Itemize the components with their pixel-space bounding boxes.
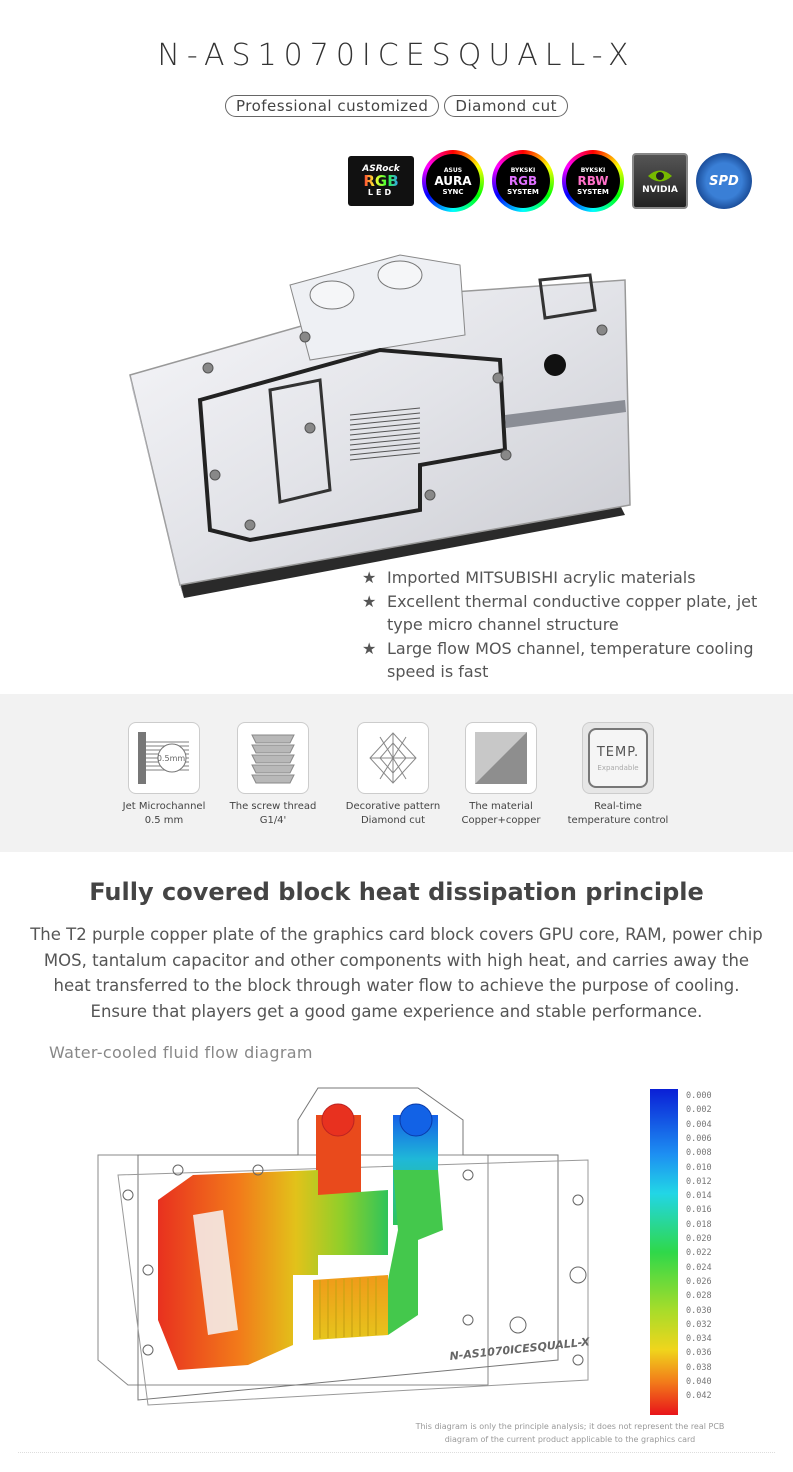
spec-microchannel xyxy=(104,722,224,828)
rgb-text: RGB xyxy=(508,173,538,188)
material-icon xyxy=(465,722,537,794)
system-text: SYSTEM xyxy=(577,187,609,196)
spec-value: temperature control xyxy=(567,815,669,826)
spec-label: The material xyxy=(469,801,533,812)
scale-tick-label: 0.036 xyxy=(686,1348,712,1359)
spd-logo xyxy=(696,153,752,209)
aura-text: AURA xyxy=(434,173,472,188)
scale-tick-label: 0.028 xyxy=(686,1291,712,1302)
tag-professional: Professional customized xyxy=(225,95,439,117)
spec-temperature xyxy=(558,722,678,828)
product-title: N-AS1070ICESQUALL-X xyxy=(157,38,636,73)
temp-icon xyxy=(582,722,654,794)
spec-label: Real-time xyxy=(594,801,642,812)
feature-text: Excellent thermal conductive copper plate, jet type micro channel structure xyxy=(387,592,758,634)
feature-list xyxy=(360,566,780,684)
asus-brand: ASUS xyxy=(443,166,463,174)
spec-label: The screw thread xyxy=(229,801,317,812)
star-icon: ★ xyxy=(362,639,377,658)
system-text: SYSTEM xyxy=(507,187,539,196)
scale-tick-label: 0.012 xyxy=(686,1176,712,1187)
water-block-image xyxy=(120,240,640,610)
asrock-led-text: LED xyxy=(367,188,395,197)
scale-tick-label: 0.022 xyxy=(686,1248,712,1259)
screw-thread-icon xyxy=(237,722,309,794)
scale-tick-label: 0.026 xyxy=(686,1276,712,1287)
spec-value: Copper+copper xyxy=(461,815,541,826)
scale-tick-label: 0.002 xyxy=(686,1105,712,1116)
scale-tick-label: 0.024 xyxy=(686,1262,712,1273)
scale-tick-label: 0.038 xyxy=(686,1362,712,1373)
scale-tick-label: 0.008 xyxy=(686,1148,712,1159)
spec-diamond-cut xyxy=(333,722,453,828)
flow-engraving: N-AS1070ICESQUALL-X xyxy=(448,1335,591,1363)
nvidia-logo xyxy=(632,153,688,209)
scale-tick-label: 0.018 xyxy=(686,1219,712,1230)
nvidia-text: NVIDIA xyxy=(642,185,678,195)
feature-text: Large flow MOS channel, temperature cooling speed is fast xyxy=(387,639,754,681)
disclaimer-line-2: diagram of the current product applicable to the graphics card xyxy=(444,1435,696,1444)
asrock-rgb-text: RGB xyxy=(363,172,399,190)
scale-tick-label: 0.042 xyxy=(686,1391,712,1402)
microchannel-size-text: 0.5mm xyxy=(156,753,186,763)
spec-band xyxy=(0,694,793,852)
sync-text: SYNC xyxy=(442,187,464,196)
diamond-pattern-icon xyxy=(357,722,429,794)
section-paragraph: The T2 purple copper plate of the graphics card block covers GPU core, RAM, power chip MOS, tantalum capacitor and other components with high heat, and carries away the heat transferred to the block through water flow to achieve the purpose of cooling. Ensure that players get a good game experience and stable performance. xyxy=(30,925,763,1021)
flow-diagram xyxy=(88,1080,648,1410)
disclaimer xyxy=(380,1420,760,1446)
compatibility-logos xyxy=(348,150,752,212)
feature-text: Imported MITSUBISHI acrylic materials xyxy=(387,568,696,587)
spec-material xyxy=(441,722,561,828)
scale-tick-label: 0.010 xyxy=(686,1162,712,1173)
scale-tick-label: 0.040 xyxy=(686,1377,712,1387)
divider xyxy=(18,1452,775,1453)
star-icon: ★ xyxy=(362,568,377,587)
scale-tick-label: 0.000 xyxy=(686,1091,712,1101)
rbw-text: RBW xyxy=(577,173,609,188)
spec-value: 0.5 mm xyxy=(144,815,184,826)
spec-label: Jet Microchannel xyxy=(122,801,206,812)
scale-tick-label: 0.020 xyxy=(686,1234,712,1244)
scale-tick-label: 0.030 xyxy=(686,1305,712,1316)
feature-item xyxy=(360,566,780,589)
color-scale xyxy=(650,1089,680,1415)
spec-value: Diamond cut xyxy=(360,815,426,826)
spd-text: SPD xyxy=(709,173,739,189)
temp-text: TEMP. xyxy=(596,744,640,760)
nvidia-eye-icon xyxy=(646,167,674,185)
microchannel-icon xyxy=(128,722,200,794)
scale-tick-label: 0.032 xyxy=(686,1319,712,1330)
bykski-rbw-logo xyxy=(562,150,624,212)
flow-diagram-title: Water-cooled fluid flow diagram xyxy=(49,1043,313,1062)
scale-tick-label: 0.006 xyxy=(686,1133,712,1144)
spec-label: Decorative pattern xyxy=(345,801,441,812)
asrock-rgb-logo xyxy=(348,156,414,206)
star-icon: ★ xyxy=(362,592,377,611)
scale-tick-label: 0.004 xyxy=(686,1119,712,1130)
bykski-rgb-logo xyxy=(492,150,554,212)
bykski-brand: BYKSKI xyxy=(580,166,606,174)
expandable-text: Expandable xyxy=(597,763,639,772)
scale-tick-label: 0.034 xyxy=(686,1334,712,1345)
spec-screw-thread xyxy=(213,722,333,828)
scale-tick-label: 0.016 xyxy=(686,1205,712,1216)
feature-item xyxy=(360,637,780,683)
spec-value: G1/4' xyxy=(259,815,287,826)
disclaimer-line-1: This diagram is only the principle analysis; it does not represent the real PCB xyxy=(415,1422,725,1431)
feature-item xyxy=(360,590,780,636)
scale-tick-label: 0.014 xyxy=(686,1191,712,1202)
tag-row xyxy=(0,95,793,117)
section-heading: Fully covered block heat dissipation principle xyxy=(89,878,704,906)
asrock-brand: ASRock xyxy=(362,164,400,174)
tag-diamond-cut: Diamond cut xyxy=(444,95,568,117)
asus-aura-logo xyxy=(422,150,484,212)
bykski-brand: BYKSKI xyxy=(510,166,536,174)
